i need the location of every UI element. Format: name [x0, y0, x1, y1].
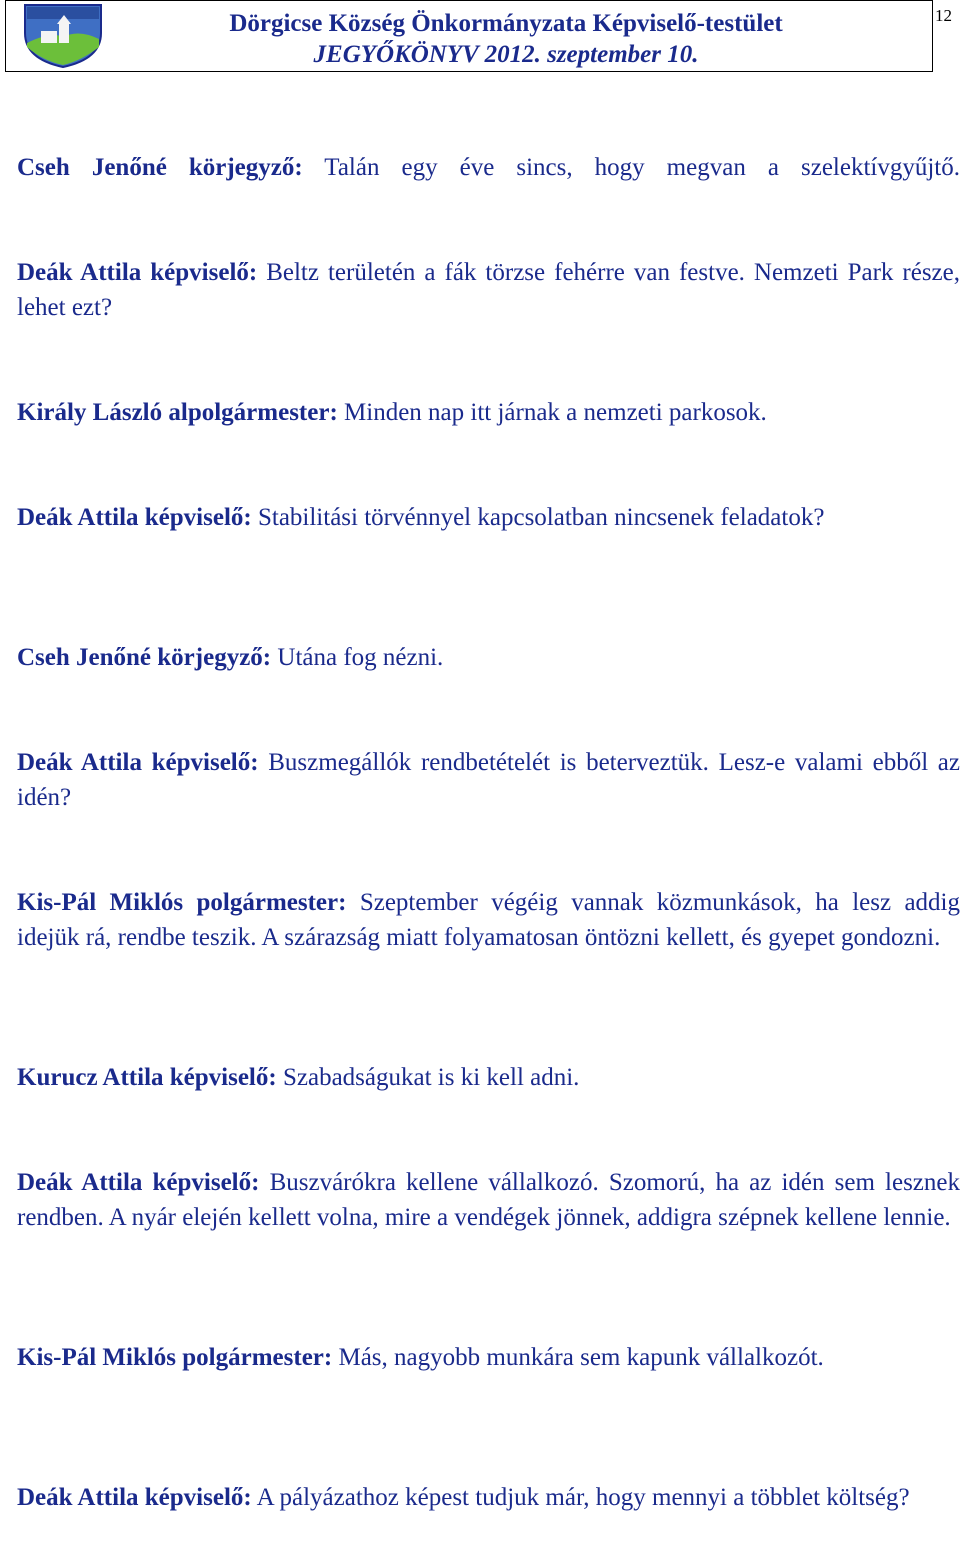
minutes-paragraph: [17, 150, 960, 185]
minutes-paragraph: [17, 1340, 960, 1375]
minutes-paragraph: [17, 640, 960, 675]
statement-text: Buszvárókra kellene vállalkozó. Szomorú, ha az idén sem lesznek rendben. A nyár elején kellett volna, mire a vendégek jönnek, addigra szépnek kellene lennie.: [17, 1169, 960, 1231]
speaker-label: Deák Attila képviselő:: [17, 749, 259, 776]
minutes-paragraph: [17, 255, 960, 325]
page-header: [5, 0, 933, 72]
speaker-label: Deák Attila képviselő:: [17, 1169, 260, 1196]
speaker-label: Cseh Jenőné körjegyző:: [17, 154, 303, 181]
speaker-label: Király László alpolgármester:: [17, 399, 338, 426]
minutes-paragraph: [17, 1480, 960, 1515]
statement-text: Minden nap itt járnak a nemzeti parkosok.: [337, 399, 767, 426]
document-title: Dörgicse Község Önkormányzata Képviselő-testület: [229, 10, 783, 37]
statement-text: Más, nagyobb munkára sem kapunk vállalkozót.: [332, 1344, 824, 1371]
speaker-label: Kis-Pál Miklós polgármester:: [17, 1344, 333, 1371]
speaker-label: Kis-Pál Miklós polgármester:: [17, 889, 347, 916]
statement-text: Szeptember végéig vannak közmunkások, ha lesz addig idejük rá, rendbe teszik. A szárazság miatt folyamatosan öntözni kellett, és gyepet gondozni.: [17, 889, 960, 951]
document-subtitle: JEGYŐKÖNYV 2012. szeptember 10.: [313, 41, 699, 68]
statement-text: Beltz területén a fák törzse fehérre van festve. Nemzeti Park része, lehet ezt?: [17, 259, 960, 321]
minutes-paragraph: [17, 745, 960, 815]
page-number: 12: [935, 6, 952, 25]
minutes-paragraph: [17, 1060, 960, 1095]
statement-text: Utána fog nézni.: [271, 644, 444, 671]
statement-text: Buszmegállók rendbetételét is beterveztük. Lesz-e valami ebből az idén?: [17, 749, 960, 811]
minutes-paragraph: [17, 500, 960, 535]
speaker-label: Cseh Jenőné körjegyző:: [17, 644, 272, 671]
statement-text: Talán egy éve sincs, hogy megvan a szelektívgyűjtő.: [302, 154, 960, 181]
speaker-label: Deák Attila képviselő:: [17, 259, 258, 286]
speaker-label: Kurucz Attila képviselő:: [17, 1064, 277, 1091]
speaker-label: Deák Attila képviselő:: [17, 1484, 252, 1511]
statement-text: Szabadságukat is ki kell adni.: [276, 1064, 580, 1091]
statement-text: Stabilitási törvénnyel kapcsolatban nincsenek feladatok?: [251, 504, 825, 531]
speaker-label: Deák Attila képviselő:: [17, 504, 252, 531]
coat-of-arms-logo: [21, 3, 105, 69]
minutes-paragraph: [17, 1165, 960, 1235]
statement-text: A pályázathoz képest tudjuk már, hogy mennyi a többlet költség?: [251, 1484, 910, 1511]
minutes-paragraph: [17, 885, 960, 955]
minutes-paragraph: [17, 395, 960, 430]
